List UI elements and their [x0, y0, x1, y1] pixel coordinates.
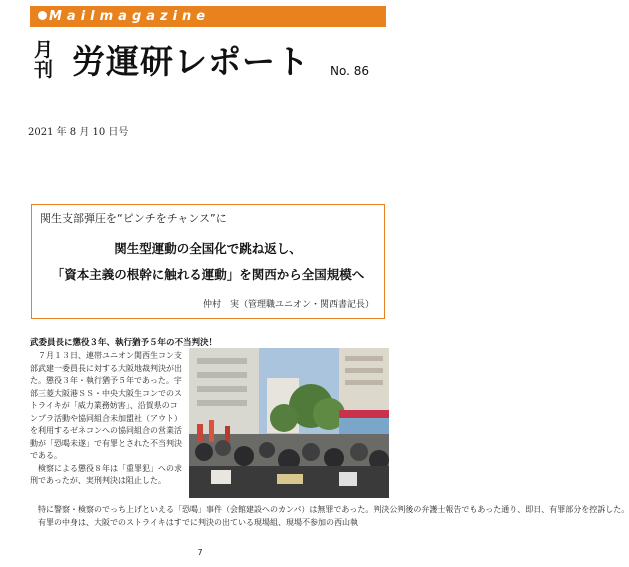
issue-date: 2021 年 8 月 10 日号: [28, 127, 129, 138]
masthead-kanji: 月刊: [34, 39, 54, 81]
newsletter-title: 労運研レポート: [72, 42, 310, 81]
feature-box: [31, 204, 385, 319]
article-paragraph: ７月１３日、連帯ユニオン関西生コン支部武建一委員長に対する大阪地裁判決が出た。懲役３年・執行猶予５年であった。宇部三菱大阪港ＳＳ・中央大阪生コンでのストライキが「威力業務妨害」、沿賀県のコンプラ活動や協同組合未加盟社（アウト）を利用するゼネコンへの協同組合の営業活動が「恐喝未遂」で有罪とされた不当判決である。: [30, 351, 182, 460]
mailmagazine-banner: [30, 6, 386, 27]
rally-photo-illustration: [189, 348, 389, 498]
article-paragraph: 特に警察・検察のでっち上げといえる「恐喝」事件（会館建設へのカンパ）は無罪であった。判決公判後の弁護士報告でもあった通り、即日、有罪部分を控訴した。: [38, 505, 629, 514]
article-paragraph: 有罪の中身は、大阪でのストライキはすでに判決の出ている現場組、現場不参加の西山執: [38, 517, 358, 527]
banner-label: Mailmagazine: [49, 9, 211, 24]
rally-photo: [189, 348, 389, 498]
feature-author: 仲村 実（管理職ユニオン・関西書記長）: [202, 300, 374, 310]
article-full-width: [30, 504, 629, 529]
article-paragraph: 検察による懲役８年は「重罪犯」への求刑であったが、実刑判決は阻止した。: [30, 463, 182, 485]
article-lead: 武委員長に懲役３年、執行猶予５年の不当判決！: [30, 338, 218, 348]
feature-headline-2: 「資本主義の根幹に触れる運動」を関西から全国規模へ: [51, 267, 365, 282]
feature-kicker: 関生支部弾圧を“ピンチをチャンス”に: [40, 212, 227, 225]
article-column: [30, 350, 182, 488]
feature-headline-1: 関生型運動の全国化で跳ね返し、: [114, 241, 302, 256]
bullet-dot-icon: [38, 11, 47, 20]
issue-number: No. 86: [330, 64, 370, 78]
page-number: 7: [197, 548, 203, 557]
